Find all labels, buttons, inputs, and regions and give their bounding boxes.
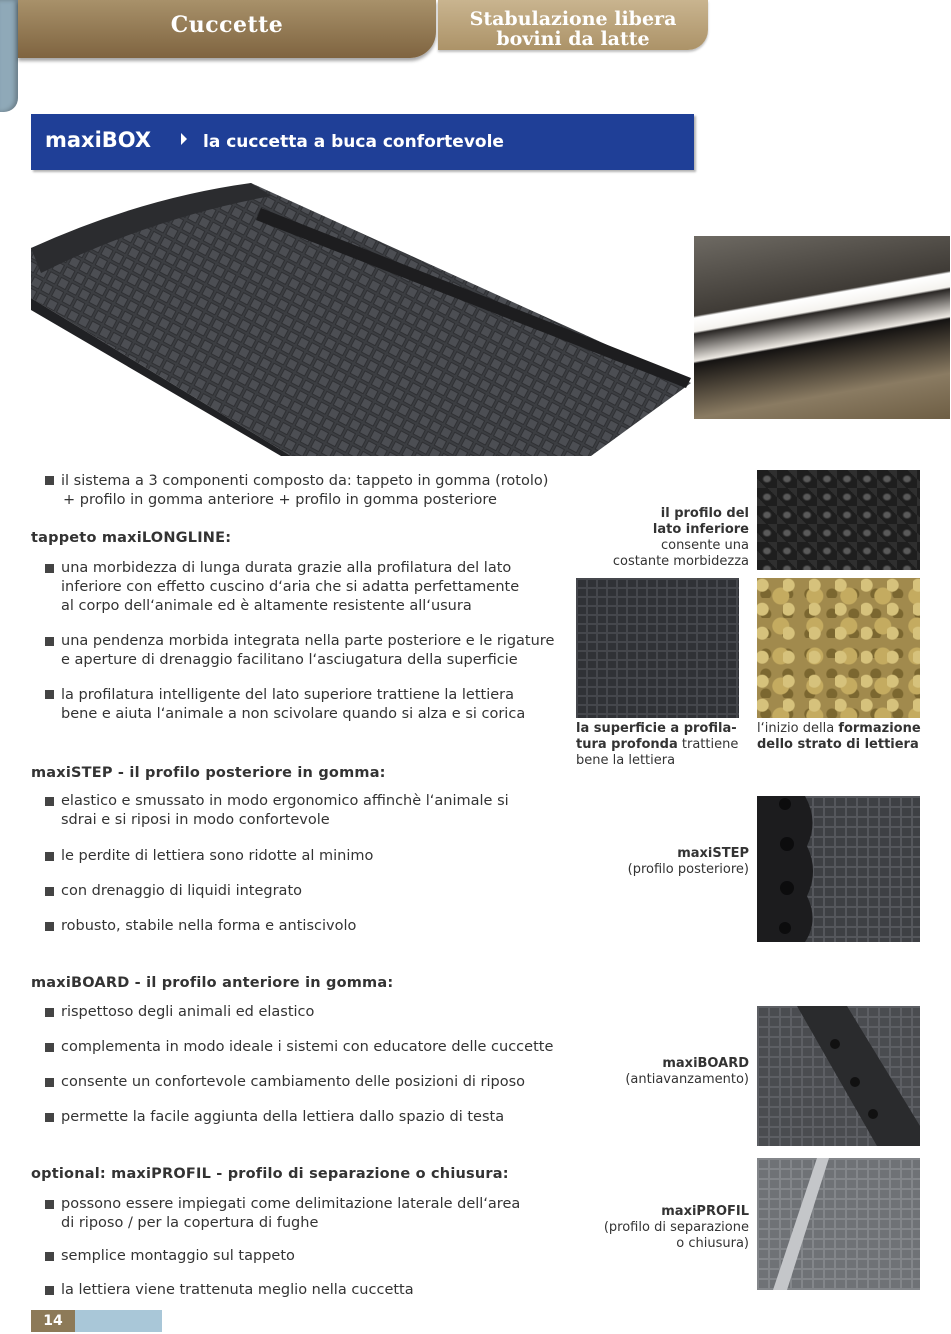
step-heading: maxiSTEP - il profilo posteriore in gomma: bbox=[31, 765, 386, 781]
bullet-icon bbox=[45, 637, 54, 646]
bullet-icon bbox=[45, 1008, 54, 1017]
board-item: permette la facile aggiunta della lettiera dallo spazio di testa bbox=[61, 1109, 505, 1125]
mat-surface-photo bbox=[576, 578, 739, 718]
section-tab-line1: Stabulazione libera bbox=[469, 8, 677, 30]
section-tab-label: Cuccette bbox=[170, 12, 284, 38]
profil-item: possono essere impiegati come delimitazione laterale dell‘area di riposo / per la copertura di fughe bbox=[61, 1196, 521, 1231]
step-item: robusto, stabile nella forma e antiscivolo bbox=[61, 918, 357, 934]
bullet-icon bbox=[45, 1113, 54, 1122]
footer-bar bbox=[75, 1310, 162, 1332]
litter-layer-photo bbox=[757, 578, 920, 718]
section-tab-cuccette[interactable] bbox=[18, 0, 436, 58]
mat-underside-photo bbox=[757, 470, 920, 570]
longline-item: una morbidezza di lunga durata grazie alla profilatura del lato inferiore con effetto cuscino d‘aria che si adatta perfettamente al corpo dell‘animale ed è altamente resistente all‘usura bbox=[61, 560, 520, 614]
bullet-icon bbox=[45, 690, 54, 699]
side-edge-tab bbox=[0, 0, 18, 112]
longline-item: la profilatura intelligente del lato superiore trattiene la lettiera bene e aiuta l‘animale a non scivolare quando si alza e si corica bbox=[61, 687, 526, 722]
product-tagline: la cuccetta a buca confortevole bbox=[203, 132, 504, 152]
maxibox-mat-image bbox=[31, 178, 691, 458]
intro-text: il sistema a 3 componenti composto da: tappeto in gomma (rotolo) + profilo in gomma anteriore + profilo in gomma posteriore bbox=[61, 473, 549, 508]
step-item: elastico e smussato in modo ergonomico affinchè l‘animale si sdrai e si riposi in modo confortevole bbox=[61, 793, 509, 828]
section-tab-stabulazione[interactable] bbox=[438, 0, 708, 50]
board-caption: maxiBOARD (antiavanzamento) bbox=[625, 1056, 749, 1087]
bullet-icon bbox=[45, 1200, 54, 1209]
triangle-right-icon bbox=[181, 133, 187, 145]
section-tab-line2: bovini da latte bbox=[496, 28, 650, 50]
board-item: rispettoso degli animali ed elastico bbox=[61, 1004, 315, 1020]
bullet-icon bbox=[45, 852, 54, 861]
maxiprofil-photo bbox=[757, 1158, 920, 1290]
product-title-band bbox=[31, 114, 694, 170]
bullet-icon bbox=[45, 797, 54, 806]
litter-caption: l‘inizio della formazione dello strato di lettiera bbox=[757, 721, 921, 752]
longline-heading: tappeto maxiLONGLINE: bbox=[31, 530, 232, 546]
page-number: 14 bbox=[31, 1310, 75, 1332]
step-caption: maxiSTEP (profilo posteriore) bbox=[627, 846, 749, 877]
longline-item: una pendenza morbida integrata nella parte posteriore e le rigature e aperture di drenaggio facilitano l‘asciugatura della superficie bbox=[61, 633, 555, 668]
bullet-icon bbox=[45, 887, 54, 896]
board-item: complementa in modo ideale i sistemi con educatore delle cuccette bbox=[61, 1039, 554, 1055]
board-item: consente un confortevole cambiamento delle posizioni di riposo bbox=[61, 1074, 526, 1090]
surface-caption: la superficie a profila- tura profonda trattiene bene la lettiera bbox=[576, 721, 739, 768]
bullet-icon bbox=[45, 1043, 54, 1052]
step-item: con drenaggio di liquidi integrato bbox=[61, 883, 302, 899]
bullet-icon bbox=[45, 922, 54, 931]
profil-heading: optional: maxiPROFIL - profilo di separazione o chiusura: bbox=[31, 1166, 509, 1182]
bullet-icon bbox=[45, 1252, 54, 1261]
profil-item: la lettiera viene trattenuta meglio nella cuccetta bbox=[61, 1282, 414, 1298]
maxiboard-profile-photo bbox=[757, 1006, 920, 1146]
cows-lying-photo bbox=[694, 236, 950, 419]
profil-item: semplice montaggio sul tappeto bbox=[61, 1248, 295, 1264]
profil-caption: maxiPROFIL (profilo di separazione o chiusura) bbox=[603, 1204, 749, 1251]
board-heading: maxiBOARD - il profilo anteriore in gomma: bbox=[31, 975, 394, 991]
bullet-icon bbox=[45, 1286, 54, 1295]
bullet-icon bbox=[45, 564, 54, 573]
maxistep-profile-photo bbox=[757, 796, 920, 942]
underside-caption: il profilo del lato inferiore consente una costante morbidezza bbox=[612, 506, 749, 569]
bullet-icon bbox=[45, 476, 54, 485]
bullet-icon bbox=[45, 1078, 54, 1087]
product-name: maxiBOX bbox=[45, 128, 152, 152]
step-item: le perdite di lettiera sono ridotte al minimo bbox=[61, 848, 374, 864]
